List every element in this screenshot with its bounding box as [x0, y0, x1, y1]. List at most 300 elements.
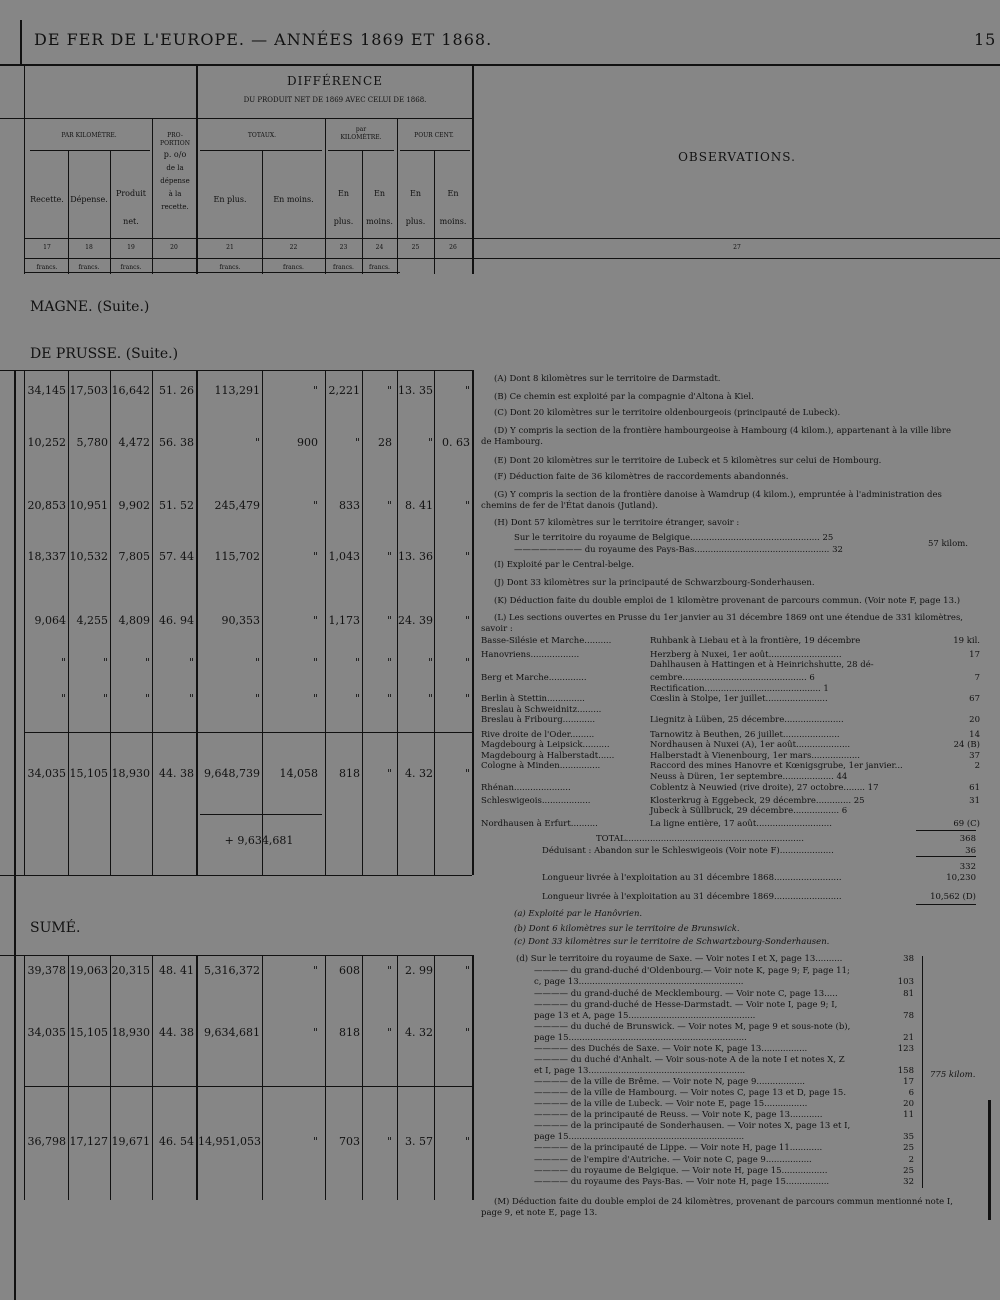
section-line-route: Tarnowitz à Beuthen, 26 juillet.....................: [650, 730, 840, 740]
table-cell: ": [386, 656, 392, 669]
section-line-km: 14: [969, 730, 980, 740]
table-cell: 833: [339, 499, 360, 512]
col-number: 22: [289, 244, 298, 251]
table-cell: ": [312, 692, 318, 705]
section-line-route: La ligne entière, 17 août............................: [650, 819, 832, 829]
total-line: Déduisant : Abandon sur le Schleswigeois (Voir note F)....................: [542, 846, 834, 856]
section-line-name: Hanovriens..................: [481, 650, 580, 660]
col-number: 18: [85, 244, 93, 251]
unit-label: francs.: [283, 264, 304, 271]
totaux-header: TOTAUX.: [247, 132, 277, 139]
section-line-name: Basse-Silésie et Marche..........: [481, 636, 612, 646]
table-cell: 46. 94: [159, 614, 194, 627]
col-line: [24, 64, 25, 274]
table-cell: ": [464, 550, 470, 563]
table-cell: 34,145: [27, 384, 66, 397]
unit-label: francs.: [36, 264, 58, 271]
col-km-plus: [325, 180, 362, 236]
table-cell: 51. 26: [159, 384, 194, 397]
observations-header: OBSERVATIONS.: [678, 150, 796, 164]
sub-note: (b) Dont 6 kilomètres sur le territoire de Brunswick.: [514, 924, 740, 934]
total-value: 36: [965, 846, 976, 856]
sub-rule: [30, 150, 150, 151]
col-line: [472, 64, 474, 274]
section-line-name: Rive droite de l'Oder.........: [481, 730, 595, 740]
par-km2-line: par: [355, 126, 367, 133]
table-cell: 15,105: [69, 1026, 108, 1039]
territory-km: 158: [897, 1066, 914, 1076]
table-cell: ": [427, 692, 433, 705]
table-cell: ": [188, 656, 194, 669]
section-line-name: Berlin à Stettin..............: [481, 694, 585, 704]
proportion-line: recette.: [161, 203, 189, 211]
col-produit-line: Produit: [115, 189, 147, 198]
table-cell: 9,064: [34, 614, 66, 627]
final-note: (M) Déduction faite du double emploi de 24 kilomètres, provenant de parcours commun mentionné note I,: [494, 1197, 953, 1207]
table-cell: 900: [297, 436, 318, 449]
table-cell: ": [464, 1026, 470, 1039]
table-cell: 1,043: [328, 550, 360, 563]
territory-line: ———— de l'empire d'Autriche. — Voir note C, page 9.................: [534, 1155, 812, 1165]
section-line-route: Dahlhausen à Hattingen et à Heinrichshutte, 28 dé-: [650, 660, 874, 670]
sub-rule: [200, 150, 322, 151]
territory-line: ———— du royaume de Belgique. — Voir note H, page 15.................: [534, 1166, 828, 1176]
proportion-line: PORTION: [160, 140, 190, 147]
difference-title: DIFFÉRENCE: [286, 74, 383, 88]
table-cell: 3. 57: [405, 1135, 433, 1148]
summary-rule: [24, 1086, 472, 1087]
table-cell: 18,337: [27, 550, 66, 563]
table-cell: 13. 36: [398, 550, 433, 563]
territory-line: ———— du grand-duché de Mecklembourg. — Voir note C, page 13.....: [534, 989, 838, 999]
territory-km: 123: [897, 1044, 914, 1054]
territory-line: c, page 13.............................................................: [534, 977, 744, 987]
difference-subtitle: DU PRODUIT NET DE 1869 AVEC CELUI DE 1868.: [243, 96, 427, 104]
table-cell: ": [464, 656, 470, 669]
proportion-line: p. o/o: [163, 150, 187, 159]
table-cell: 7,805: [118, 550, 150, 563]
table-cell: 13. 35: [398, 384, 433, 397]
table-cell: 20,853: [27, 499, 66, 512]
note-line: savoir :: [481, 624, 513, 634]
table-cell: 36,798: [27, 1135, 66, 1148]
table-cell: ": [464, 767, 470, 780]
col-line: [472, 370, 474, 875]
table-cell: 14,058: [279, 767, 318, 780]
table-cell: 48. 41: [159, 964, 194, 977]
territory-km: 78: [903, 1011, 914, 1021]
sum-rule: [916, 904, 976, 905]
section-prusse: DE PRUSSE. (Suite.): [30, 346, 179, 362]
pour-cent-header: POUR CENT.: [414, 132, 454, 139]
territory-km: 11: [903, 1110, 914, 1120]
col-number: 27: [733, 244, 741, 251]
total-line: Longueur livrée à l'exploitation au 31 décembre 1868.........................: [542, 873, 842, 883]
section-line-route: Halberstadt à Vienenbourg, 1er mars..................: [650, 751, 860, 761]
territory-line: ———— de la principauté de Lippe. — Voir note H, page 11............: [534, 1143, 823, 1153]
col-line: [397, 955, 398, 1200]
page-title: DE FER DE L'EUROPE. — ANNÉES 1869 ET 1868.: [34, 30, 493, 49]
territory-km: 21: [903, 1033, 914, 1043]
table-cell: 9,648,739: [204, 767, 260, 780]
table-cell: 703: [339, 1135, 360, 1148]
section-line-route: Klosterkrug à Eggebeck, 29 décembre............. 25: [650, 796, 865, 806]
table-cell: 1,173: [328, 614, 360, 627]
table-cell: ": [144, 656, 150, 669]
total-line: TOTAL..................................................................: [596, 834, 804, 844]
unit-label: francs.: [219, 264, 241, 271]
table-cell: 57. 44: [159, 550, 194, 563]
par-km2-header: [326, 126, 396, 142]
table-cell: 4. 32: [405, 767, 433, 780]
table-cell: 20,315: [111, 964, 150, 977]
col-line: [325, 955, 326, 1200]
territory-line: ———— de la ville de Lubeck. — Voir note E, page 15................: [534, 1099, 808, 1109]
table-cell: ": [254, 692, 260, 705]
territory-km: 6: [908, 1088, 914, 1098]
territory-line: page 15..................................................................: [534, 1033, 747, 1043]
note-line: (C) Dont 20 kilomètres sur le territoire oldenbourgeois (principauté de Lubeck).: [494, 408, 841, 418]
col-moins: moins.: [366, 217, 393, 226]
section-line-km: 20: [969, 715, 980, 725]
territory-km: 17: [903, 1077, 914, 1087]
note-line: de Hambourg.: [481, 437, 543, 447]
table-cell: ": [312, 964, 318, 977]
col-line: [196, 955, 198, 1200]
unit-label: francs.: [78, 264, 100, 271]
col-line: [110, 955, 111, 1200]
territory-km: 2: [908, 1155, 914, 1165]
note-line: 57 kilom.: [928, 539, 968, 549]
proportion-line: à la: [168, 190, 182, 198]
table-cell: 24. 39: [398, 614, 433, 627]
table-cell: 46. 54: [159, 1135, 194, 1148]
table-cell: ": [464, 384, 470, 397]
section-line-route: Raccord des mines Hanovre et Kœnigsgrube, 1er janvier...: [650, 761, 903, 771]
net-rule: [200, 814, 322, 815]
table-cell: 5,316,372: [204, 964, 260, 977]
units-rule: [24, 272, 400, 273]
section-line-name: Nordhausen à Erfurt..........: [481, 819, 598, 829]
table-cell: 4,809: [118, 614, 150, 627]
table-cell: ": [254, 436, 260, 449]
note-line: chemins de fer de l'État danois (Jutland).: [481, 501, 658, 511]
section-line-name: Rhénan.....................: [481, 783, 571, 793]
table-cell: 56. 38: [159, 436, 194, 449]
total-value: 368: [959, 834, 976, 844]
territory-line: page 13 et A, page 15...............................................: [534, 1011, 756, 1021]
section-line-route: Coblentz à Neuwied (rive droite), 27 octobre........ 17: [650, 783, 879, 793]
territory-km: 81: [903, 989, 914, 999]
table-cell: ": [312, 384, 318, 397]
col-line: [68, 150, 69, 274]
territory-line: (d) Sur le territoire du royaume de Saxe. — Voir notes I et X, page 13..........: [516, 954, 843, 964]
table-cell: 39,378: [27, 964, 66, 977]
table-cell: 9,902: [118, 499, 150, 512]
note-line: (F) Déduction faite de 36 kilomètres de raccordements abandonnés.: [494, 472, 789, 482]
col-line: [472, 955, 474, 1200]
note-line: (G) Y compris la section de la frontière danoise à Wamdrup (4 kilom.), empruntée à l'administration des: [494, 490, 942, 500]
unit-label: francs.: [333, 264, 354, 271]
table-cell: ": [188, 692, 194, 705]
section-line-km: 24 (B): [953, 740, 980, 750]
table-cell: 90,353: [221, 614, 260, 627]
col-number: 26: [449, 244, 457, 251]
header-rule-1: [0, 118, 472, 119]
col-en: En: [447, 189, 459, 198]
section-line-name: Berg et Marche..............: [481, 673, 587, 683]
table-cell: 19,063: [69, 964, 108, 977]
brace: [922, 956, 923, 1188]
col-en-plus: En plus.: [213, 195, 247, 204]
col-line: [262, 150, 263, 274]
summary-top-rule: [0, 955, 472, 956]
table-cell: 608: [339, 964, 360, 977]
table-cell: 4. 32: [405, 1026, 433, 1039]
territory-total: 775 kilom.: [930, 1070, 976, 1080]
table-cell: 19,671: [111, 1135, 150, 1148]
section-line-route: Rectification........................................... 1: [650, 684, 829, 694]
col-number: 21: [226, 244, 234, 251]
section-line-route: Jubeck à Süllbruck, 29 décembre................. 6: [650, 806, 848, 816]
total-value: 332: [959, 862, 976, 872]
section-line-km: 2: [974, 761, 980, 771]
territory-line: ———— du duché de Brunswick. — Voir notes M, page 9 et sous-note (b),: [534, 1022, 851, 1032]
header-rule-2: [24, 238, 1000, 239]
section-line-route: Neuss à Düren, 1er septembre................... 44: [650, 772, 848, 782]
margin-rule: [20, 20, 22, 65]
table-cell: ": [427, 656, 433, 669]
table-cell: 44. 38: [159, 767, 194, 780]
total-value: 10,562 (D): [930, 892, 976, 902]
table-cell: 15,105: [69, 767, 108, 780]
note-line: (B) Ce chemin est exploité par la compagnie d'Altona à Kiel.: [494, 392, 754, 402]
sub-rule: [328, 150, 394, 151]
table-cell: ": [386, 614, 392, 627]
section-line-km: 61: [969, 783, 980, 793]
sub-note: (a) Exploité par le Hanôvrien.: [514, 909, 643, 919]
page-number: 15: [974, 30, 997, 49]
territory-line: ———— des Duchés de Saxe. — Voir note K, page 13.................: [534, 1044, 808, 1054]
col-en: En: [410, 189, 421, 198]
col-number: 19: [127, 244, 135, 251]
territory-line: ———— du grand-duché d'Oldenbourg.— Voir note K, page 9; F, page 11;: [534, 966, 850, 976]
note-line: (L) Les sections ouvertes en Prusse du 1er janvier au 31 décembre 1869 ont une étendue de 331 kilomètres,: [494, 613, 964, 623]
note-line: (D) Y compris la section de la frontière hambourgeoise à Hambourg (4 kilom.), appartenant à la ville libre: [494, 426, 952, 436]
col-en-moins: En moins.: [273, 195, 314, 204]
table-cell: ": [60, 692, 66, 705]
territory-km: 38: [903, 954, 914, 964]
table-cell: 18,930: [111, 767, 150, 780]
table-cell: ": [386, 1135, 392, 1148]
sum-rule: [916, 830, 976, 831]
section-line-name: Breslau à Schweidnitz.........: [481, 705, 602, 715]
table-cell: ": [312, 1026, 318, 1039]
table-cell: 5,780: [76, 436, 108, 449]
col-number: 25: [411, 244, 420, 251]
section-line-name: Breslau à Fribourg............: [481, 715, 596, 725]
col-line: [24, 955, 25, 1200]
section-line-route: Liegnitz à Lüben, 25 décembre......................: [650, 715, 844, 725]
section-line-route: Nordhausen à Nuxei (A), 1er août....................: [650, 740, 851, 750]
section-line-km: 37: [969, 751, 980, 761]
table-cell: 44. 38: [159, 1026, 194, 1039]
header-rule-3: [24, 258, 1000, 259]
territory-km: 25: [903, 1143, 914, 1153]
col-number: 24: [375, 244, 384, 251]
section-line-km: 31: [969, 796, 980, 806]
table-cell: ": [312, 499, 318, 512]
sub-rule: [400, 150, 470, 151]
final-note: page 9, et note E, page 13.: [481, 1208, 598, 1218]
total-value: 10,230: [946, 873, 976, 883]
section-line-km: 7: [974, 673, 980, 683]
table-cell: ": [312, 656, 318, 669]
section-line-km: 67: [969, 694, 980, 704]
table-cell: ": [464, 964, 470, 977]
table-cell: ": [427, 436, 433, 449]
note-line: (H) Dont 57 kilomètres sur le territoire étranger, savoir :: [494, 518, 740, 528]
territory-line: ———— de la principauté de Reuss. — Voir note K, page 13............: [534, 1110, 823, 1120]
total-line: Longueur livrée à l'exploitation au 31 décembre 1869.........................: [542, 892, 842, 902]
section-line-name: Cologne à Minden...............: [481, 761, 601, 771]
table-cell: ": [386, 550, 392, 563]
table-cell: ": [312, 614, 318, 627]
territory-line: et I, page 13..........................................................: [534, 1066, 746, 1076]
territory-km: 35: [903, 1132, 914, 1142]
table-cell: 113,291: [214, 384, 260, 397]
section-line-route: Herzberg à Nuxei, 1er août...........................: [650, 650, 842, 660]
table-cell: 17,503: [69, 384, 108, 397]
territory-line: page 15.................................................................: [534, 1132, 745, 1142]
unit-label: francs.: [120, 264, 142, 271]
table-cell: ": [386, 1026, 392, 1039]
col-depense: Dépense.: [70, 195, 108, 204]
col-en: En: [374, 189, 385, 198]
section-line-route: cembre.............................................. 6: [650, 673, 815, 683]
territory-km: 32: [903, 1177, 914, 1187]
table-cell: 245,479: [214, 499, 260, 512]
table-cell: 34,035: [27, 1026, 66, 1039]
left-margin-line: [14, 370, 16, 1300]
table-cell: 4,472: [118, 436, 150, 449]
table-cell: ": [312, 1135, 318, 1148]
table-cell: ": [464, 499, 470, 512]
table-cell: ": [354, 436, 360, 449]
col-line: [152, 955, 153, 1200]
table-cell: ": [102, 656, 108, 669]
par-km-header: PAR KILOMÈTRE.: [61, 132, 117, 139]
sum-rule: [916, 856, 976, 857]
table-cell: 51. 52: [159, 499, 194, 512]
territory-line: ———— de la ville de Brême. — Voir note N, page 9..................: [534, 1077, 805, 1087]
table-cell: 14,951,053: [198, 1135, 261, 1148]
territory-line: ———— du grand-duché de Hesse-Darmstadt. — Voir note I, page 9; I,: [534, 1000, 838, 1010]
table-cell: ": [386, 384, 392, 397]
col-pc-plus: [397, 180, 434, 236]
table-cell: 4,255: [76, 614, 108, 627]
table-cell: 2. 99: [405, 964, 433, 977]
note-line: (K) Déduction faite du double emploi de 1 kilomètre provenant de parcours commun. (Voir note F, page 13.): [494, 596, 961, 606]
total-rule: [24, 732, 472, 733]
table-cell: 18,930: [111, 1026, 150, 1039]
note-line: (E) Dont 20 kilomètres sur le territoire de Lubeck et 5 kilomètres sur celui de Hombourg.: [494, 456, 882, 466]
col-recette: Recette.: [30, 195, 64, 204]
col-line: [434, 955, 435, 1200]
col-km-moins: [362, 180, 397, 236]
col-moins: moins.: [439, 217, 467, 226]
col-produit-line: net.: [123, 217, 139, 226]
territory-km: 103: [897, 977, 914, 987]
unit-label: francs.: [369, 264, 390, 271]
table-cell: 8. 41: [405, 499, 433, 512]
table-cell: 9,634,681: [204, 1026, 260, 1039]
col-line: [362, 955, 363, 1200]
territory-km: 25: [903, 1166, 914, 1176]
proportion-header: [154, 132, 196, 214]
table-cell: 10,532: [69, 550, 108, 563]
territory-line: ———— du duché d'Anhalt. — Voir sous-note A de la note I et notes X, Z: [534, 1055, 845, 1065]
table-cell: ": [354, 692, 360, 705]
section-line-route: Cœslin à Stolpe, 1er juillet.......................: [650, 694, 828, 704]
note-line: (I) Exploité par le Central-belge.: [494, 560, 635, 570]
col-pc-moins: [434, 180, 472, 236]
col-plus: plus.: [405, 217, 426, 226]
table-cell: ": [102, 692, 108, 705]
table-cell: 115,702: [214, 550, 260, 563]
col-line: [262, 955, 263, 1200]
section-magne: MAGNE. (Suite.): [30, 299, 150, 315]
section-line-km: 19 kil.: [953, 636, 980, 646]
table-cell: 17,127: [69, 1135, 108, 1148]
sub-note: (c) Dont 33 kilomètres sur le territoire de Schwartzbourg-Sonderhausen.: [514, 937, 830, 947]
par-km2-line: KILOMÈTRE.: [340, 134, 382, 141]
col-plus: plus.: [333, 217, 354, 226]
proportion-line: dépense: [160, 177, 190, 185]
note-line: ———————— du royaume des Pays-Bas.................................................. 32: [514, 545, 843, 555]
table-cell: ": [386, 499, 392, 512]
section-line-km: 69 (C): [953, 819, 980, 829]
body-bottom-rule: [0, 875, 472, 876]
note-line: Sur le territoire du royaume de Belgique................................................ 25: [514, 533, 834, 543]
table-cell: 0. 63: [442, 436, 470, 449]
table-cell: ": [386, 692, 392, 705]
table-cell: 34,035: [27, 767, 66, 780]
body-top-rule: [0, 370, 472, 371]
table-cell: ": [60, 656, 66, 669]
col-produit: [110, 180, 152, 236]
table-cell: ": [386, 964, 392, 977]
section-line-name: Magdebourg à Halberstadt......: [481, 751, 615, 761]
proportion-line: PRO-: [167, 132, 183, 139]
note-line: (J) Dont 33 kilomètres sur la principauté de Schwarzbourg-Sonderhausen.: [494, 578, 815, 588]
table-cell: 2,221: [328, 384, 360, 397]
section-line-route: Ruhbank à Liebau et à la frontière, 19 décembre: [650, 636, 861, 646]
territory-km: 20: [903, 1099, 914, 1109]
note-line: (A) Dont 8 kilomètres sur le territoire de Darmstadt.: [494, 374, 721, 384]
col-number: 17: [43, 244, 51, 251]
col-number: 23: [339, 244, 348, 251]
table-cell: ": [254, 656, 260, 669]
table-cell: ": [354, 656, 360, 669]
table-cell: ": [144, 692, 150, 705]
section-sume: SUMÉ.: [30, 920, 81, 936]
col-line: [68, 955, 69, 1200]
col-line: [196, 64, 198, 274]
table-cell: ": [464, 692, 470, 705]
table-cell: ": [464, 614, 470, 627]
territory-line: ———— du royaume des Pays-Bas. — Voir note H, page 15................: [534, 1177, 830, 1187]
